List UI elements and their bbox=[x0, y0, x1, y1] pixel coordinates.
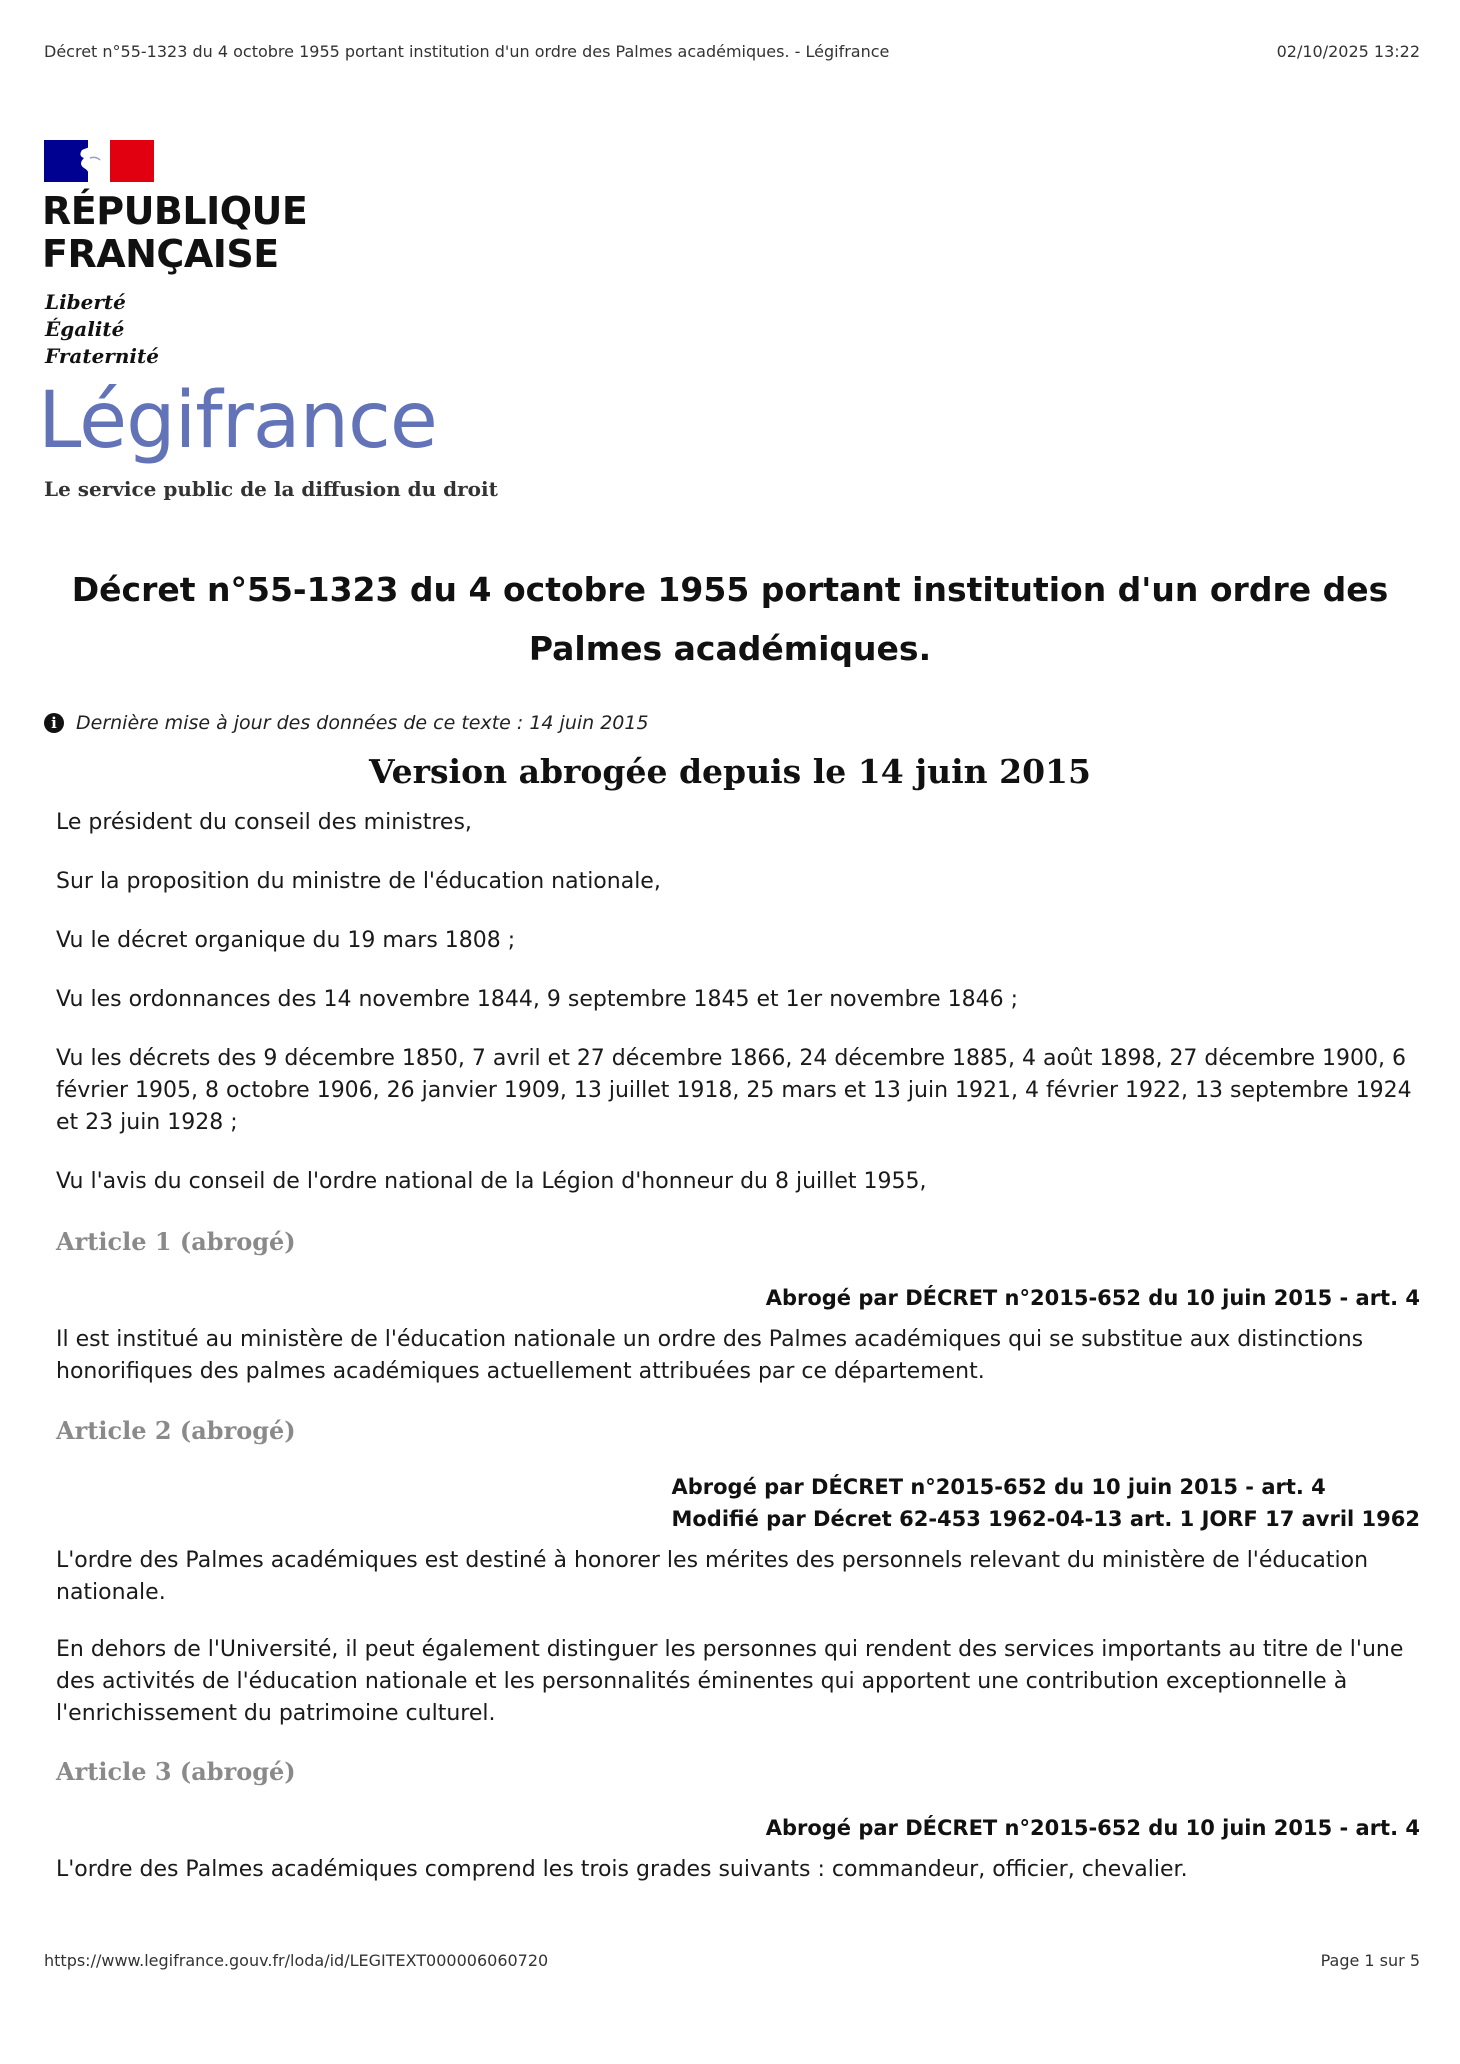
republic-line-2: FRANÇAISE bbox=[42, 232, 279, 276]
document-title: Décret n°55-1323 du 4 octobre 1955 portant institution d'un ordre des Palmes académiques. bbox=[71, 570, 1389, 668]
article-1-note: Abrogé par DÉCRET n°2015-652 du 10 juin 2015 - art. 4 bbox=[765, 1286, 1420, 1310]
article-2-paragraph: L'ordre des Palmes académiques est destiné à honorer les mérites des personnels relevant du ministère de l'éducation nationale. bbox=[56, 1548, 1369, 1605]
devise bbox=[45, 289, 159, 370]
site-tagline: Le service public de la diffusion du droit bbox=[44, 477, 498, 501]
article-2-title: Article 2 (abrogé) bbox=[56, 1416, 296, 1445]
republic-line-1: RÉPUBLIQUE bbox=[42, 189, 308, 233]
article-3-paragraph: L'ordre des Palmes académiques comprend les trois grades suivants : commandeur, officier, chevalier. bbox=[56, 1857, 1188, 1882]
update-note bbox=[44, 712, 649, 734]
preamble-line: Le président du conseil des ministres, bbox=[56, 810, 472, 835]
print-footer-url: https://www.legifrance.gouv.fr/loda/id/LEGITEXT000006060720 bbox=[44, 1951, 549, 1970]
print-header bbox=[44, 42, 1420, 61]
print-header-title: Décret n°55-1323 du 4 octobre 1955 portant institution d'un ordre des Palmes académiques. - Légifrance bbox=[44, 42, 890, 61]
update-note-text: Dernière mise à jour des données de ce texte : 14 juin 2015 bbox=[76, 712, 649, 734]
article-1-title: Article 1 (abrogé) bbox=[56, 1227, 296, 1256]
preamble-line: Vu les ordonnances des 14 novembre 1844, 9 septembre 1845 et 1er novembre 1846 ; bbox=[56, 987, 1019, 1012]
site-logo: Légifrance bbox=[38, 376, 437, 466]
motto-egalite: Égalité bbox=[45, 317, 125, 341]
article-2-notes: Abrogé par DÉCRET n°2015-652 du 10 juin 2015 - art. 4 Modifié par Décret 62-453 1962-04-13 art. 1 JORF 17 avril 1962 bbox=[671, 1475, 1420, 1531]
marianne-flag-icon bbox=[44, 140, 154, 182]
motto-fraternite: Fraternité bbox=[45, 344, 159, 368]
article-3-note: Abrogé par DÉCRET n°2015-652 du 10 juin 2015 - art. 4 bbox=[765, 1816, 1420, 1840]
preamble-line: Vu le décret organique du 19 mars 1808 ; bbox=[56, 928, 516, 953]
version-heading: Version abrogée depuis le 14 juin 2015 bbox=[369, 752, 1091, 791]
republique-francaise-wordmark bbox=[42, 190, 307, 276]
info-icon: i bbox=[44, 713, 64, 733]
article-3-title: Article 3 (abrogé) bbox=[56, 1757, 296, 1786]
motto-liberte: Liberté bbox=[45, 290, 126, 314]
preamble-line: Sur la proposition du ministre de l'éducation nationale, bbox=[56, 869, 661, 894]
preamble-line: Vu l'avis du conseil de l'ordre national de la Légion d'honneur du 8 juillet 1955, bbox=[56, 1169, 927, 1194]
print-header-datetime: 02/10/2025 13:22 bbox=[1276, 42, 1420, 61]
preamble-line: Vu les décrets des 9 décembre 1850, 7 avril et 27 décembre 1866, 24 décembre 1885, 4 août 1898, 27 décembre 1900, 6 février 1905, 8 octobre 1906, 26 janvier 1909, 13 juillet 1918, 25 mars et 13 juin 1921, 4 février 1922, 13 septembre 1924 et 23 juin 1928 ; bbox=[56, 1046, 1412, 1135]
print-footer bbox=[44, 1951, 1420, 1970]
article-2-paragraph: En dehors de l'Université, il peut également distinguer les personnes qui rendent des services importants au titre de l'une des activités de l'éducation nationale et les personnalités éminentes qui apportent une contribution exceptionnelle à l'enrichissement du patrimoine culturel. bbox=[56, 1637, 1404, 1726]
print-footer-page: Page 1 sur 5 bbox=[1320, 1951, 1420, 1970]
article-1-paragraph: Il est institué au ministère de l'éducation nationale un ordre des Palmes académiques qui se substitue aux distinctions honorifiques des palmes académiques actuellement attribuées par ce département. bbox=[56, 1327, 1364, 1384]
